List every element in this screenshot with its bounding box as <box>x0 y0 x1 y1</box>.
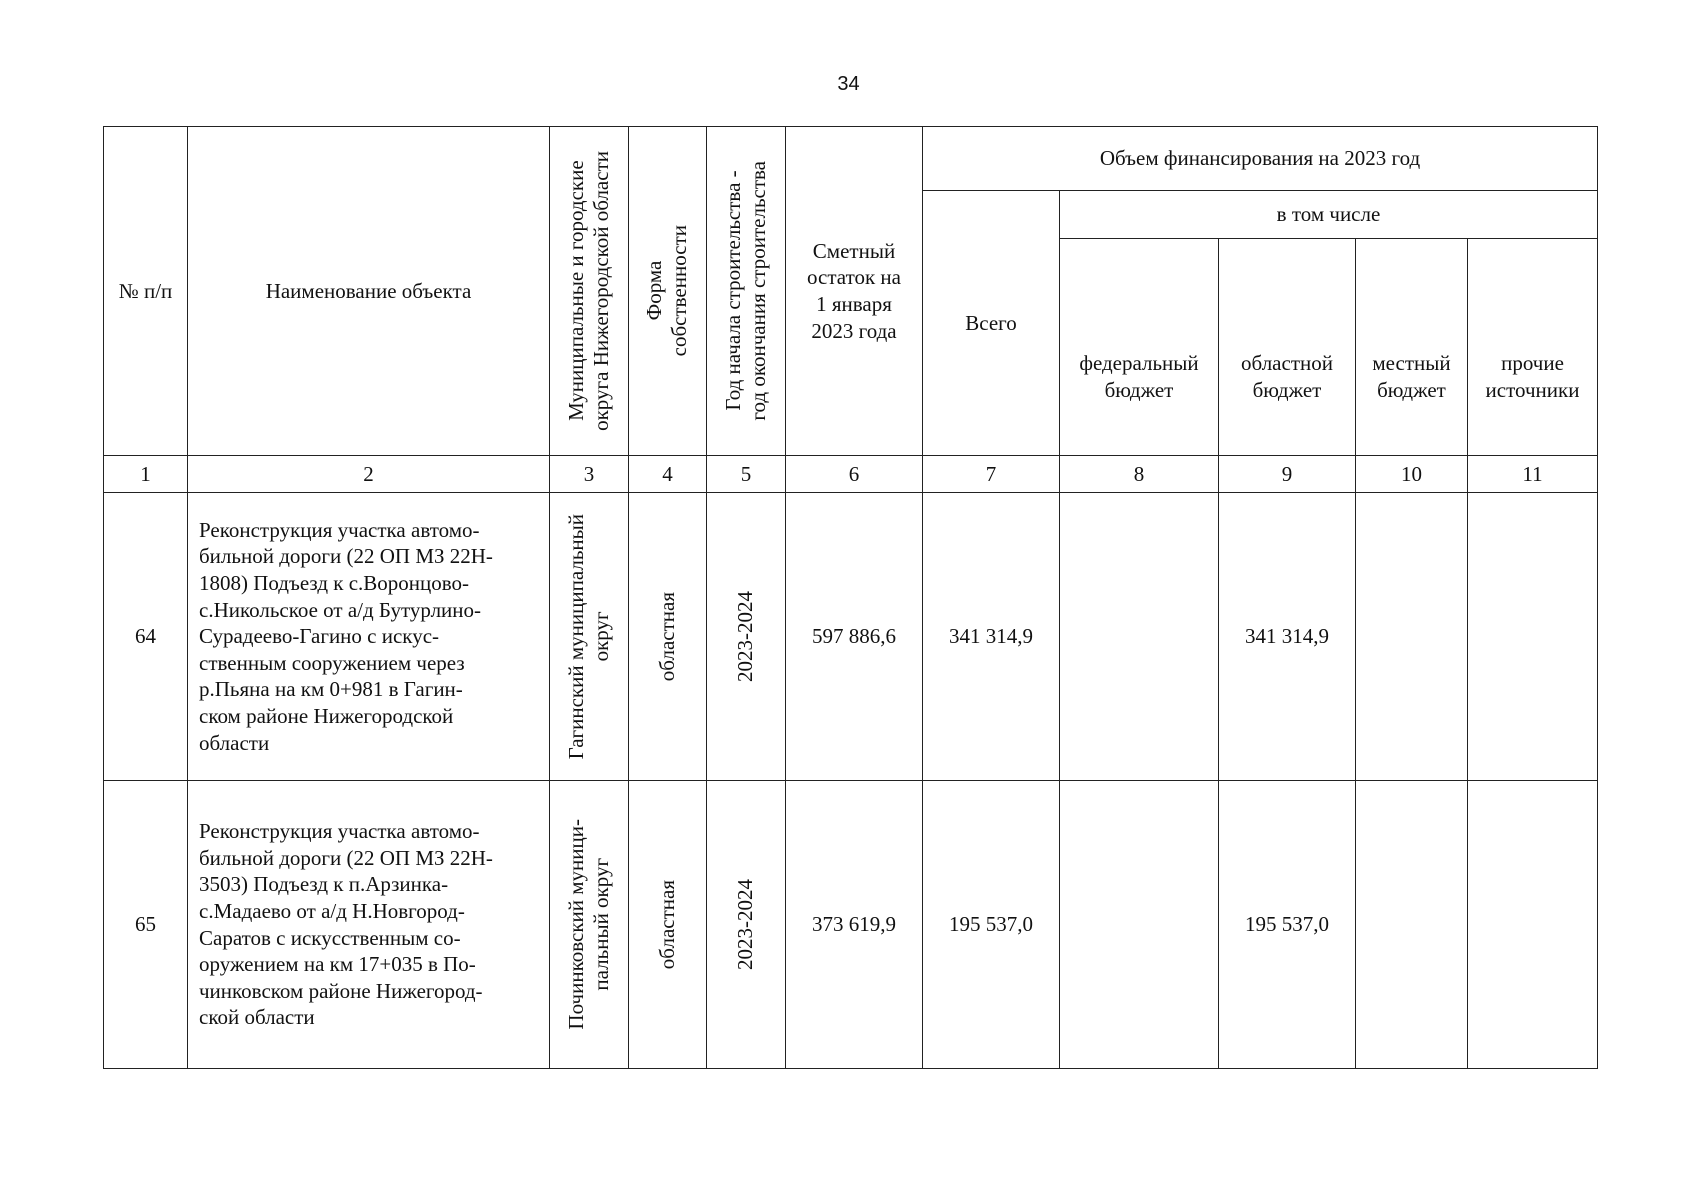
column-number: 5 <box>707 456 786 493</box>
row-balance: 597 886,6 <box>786 493 923 781</box>
header-total: Всего <box>923 191 1060 456</box>
financing-table <box>103 126 1598 1069</box>
page-number: 34 <box>837 73 860 95</box>
header-municipality-cell <box>550 127 629 456</box>
row-ownership: областная <box>654 879 679 970</box>
header-ownership: Форма собственности <box>642 225 692 357</box>
header-num: № п/п <box>104 127 188 456</box>
row-federal <box>1060 493 1219 781</box>
row-years-cell <box>707 493 786 781</box>
row-object-name: Реконструкция участка автомо- бильной дороги (22 ОП МЗ 22Н- 3503) Подъезд к п.Арзинка- с.Мадаево от а/д Н.Новгород- Саратов с искусственным со- оружением на км 17+035 в По- чинковском районе Нижегород- ской области <box>188 781 550 1069</box>
header-regional: областной бюджет <box>1219 239 1356 456</box>
column-number: 9 <box>1219 456 1356 493</box>
header-row-1 <box>104 127 1598 191</box>
header-years-cell <box>707 127 786 456</box>
column-number: 3 <box>550 456 629 493</box>
row-years: 2023-2024 <box>733 591 758 682</box>
header-federal: федеральный бюджет <box>1060 239 1219 456</box>
row-ownership: областная <box>654 591 679 682</box>
row-total: 341 314,9 <box>923 493 1060 781</box>
header-local: местный бюджет <box>1356 239 1468 456</box>
row-years-cell <box>707 781 786 1069</box>
row-local <box>1356 781 1468 1069</box>
row-municipality: Починковский муници- пальный округ <box>563 819 613 1030</box>
header-years: Год начала строительства - год окончания строительства <box>720 161 770 421</box>
header-name: Наименование объекта <box>188 127 550 456</box>
column-number: 1 <box>104 456 188 493</box>
row-other <box>1468 781 1598 1069</box>
table-row <box>104 493 1598 781</box>
row-total: 195 537,0 <box>923 781 1060 1069</box>
column-number: 10 <box>1356 456 1468 493</box>
row-local <box>1356 493 1468 781</box>
row-ownership-cell <box>629 781 707 1069</box>
header-municipality: Муниципальные и городские округа Нижегородской области <box>563 151 613 431</box>
row-num: 64 <box>104 493 188 781</box>
column-number: 11 <box>1468 456 1598 493</box>
header-financing-group: Объем финансирования на 2023 год <box>923 127 1598 191</box>
header-including: в том числе <box>1060 191 1598 239</box>
row-federal <box>1060 781 1219 1069</box>
column-number: 8 <box>1060 456 1219 493</box>
row-other <box>1468 493 1598 781</box>
row-object-name: Реконструкция участка автомо- бильной дороги (22 ОП МЗ 22Н- 1808) Подъезд к с.Воронцово- с.Никольское от а/д Бутурлино- Сурадеево-Гагино с искус- ственным сооружением через р.Пьяна на км 0+981 в Гагин- ском районе Нижегородской области <box>188 493 550 781</box>
column-number: 2 <box>188 456 550 493</box>
row-years: 2023-2024 <box>733 879 758 970</box>
header-ownership-cell <box>629 127 707 456</box>
row-regional: 195 537,0 <box>1219 781 1356 1069</box>
row-balance: 373 619,9 <box>786 781 923 1069</box>
row-municipality: Гагинский муниципальный округ <box>563 513 613 760</box>
row-ownership-cell <box>629 493 707 781</box>
row-municipality-cell <box>550 781 629 1069</box>
table-row <box>104 781 1598 1069</box>
row-regional: 341 314,9 <box>1219 493 1356 781</box>
row-municipality-cell <box>550 493 629 781</box>
column-number: 6 <box>786 456 923 493</box>
header-balance: Сметный остаток на 1 января 2023 года <box>786 127 923 456</box>
column-number: 4 <box>629 456 707 493</box>
header-other: прочие источники <box>1468 239 1598 456</box>
row-num: 65 <box>104 781 188 1069</box>
column-number: 7 <box>923 456 1060 493</box>
column-numbers-row <box>104 456 1598 493</box>
